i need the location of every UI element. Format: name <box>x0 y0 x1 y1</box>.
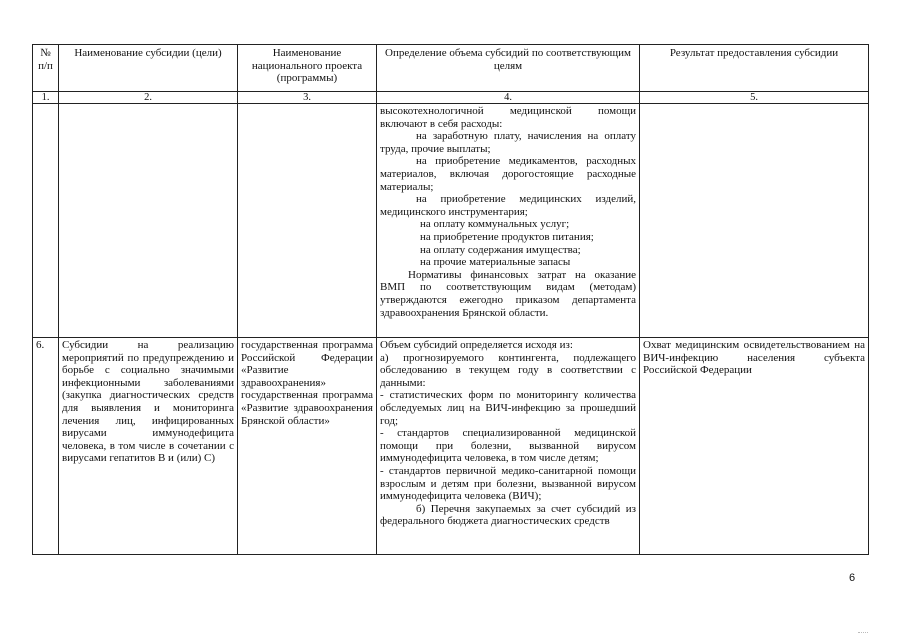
cell-subsidy-name <box>59 104 238 338</box>
cell-num: 6. <box>33 338 59 555</box>
program-line: государственная программа Российской Федерации «Развитие здравоохранения» <box>241 339 373 389</box>
volume-line: на заработную плату, начисления на оплату труда, прочие выплаты; <box>380 130 636 155</box>
volume-line: - стандартов специализированной медицинской помощи при болезни, вызванной вирусом иммунодефицита человека, в том числе детям; <box>380 427 636 465</box>
volume-line: Нормативы финансовых затрат на оказание ВМП по соответствующим видам (методам) утверждаются ежегодно приказом департамента здравоохранения Брянской области. <box>380 268 636 319</box>
cell-program-name <box>238 104 377 338</box>
cell-num <box>33 104 59 338</box>
volume-line: - стандартов первичной медико-санитарной помощи взрослым и детям при болезни, вызванной вирусом иммунодефицита человека (ВИЧ); <box>380 464 636 503</box>
volume-line: высокотехнологичной медицинской помощи включают в себя расходы: <box>380 105 636 130</box>
cell-subsidy-name: Субсидии на реализацию мероприятий по предупреждению и борьбе с социально значимыми инфекционными заболеваниями (закупка диагностических средств для выявления и мониторинга лечения лиц, инфицированных вирусами иммунодефицита человека, в том числе в сочетании с вирусами гепатитов В и (или) С) <box>59 338 238 555</box>
volume-line: на приобретение медикаментов, расходных материалов, включая дорогостоящие расходные материалы; <box>380 155 636 193</box>
column-number: 5. <box>640 92 869 104</box>
column-number: 1. <box>33 92 59 104</box>
volume-line: на оплату содержания имущества; <box>420 243 581 256</box>
table-row-continued <box>33 104 869 338</box>
subsidy-table <box>32 44 869 555</box>
page-number: 6 <box>849 572 856 584</box>
volume-line: - статистических форм по мониторингу количества обследуемых лиц на ВИЧ-инфекцию за прошедший год; <box>380 389 636 427</box>
cell-volume-definition <box>377 104 640 338</box>
header-volume-definition: Определение объема субсидий по соответствующим целям <box>377 45 640 92</box>
header-subsidy-name: Наименование субсидии (цели) <box>59 45 238 92</box>
column-number: 2. <box>59 92 238 104</box>
header-program-name: Наименование национального проекта (программы) <box>238 45 377 92</box>
volume-line: на приобретение продуктов питания; <box>420 230 594 243</box>
volume-line: а) прогнозируемого контингента, подлежащего обследованию в текущем году в соответствии с данными: <box>380 351 636 389</box>
header-num: № п/п <box>33 45 59 92</box>
cell-program-name <box>238 338 377 555</box>
program-line: государственная программа «Развитие здравоохранения Брянской области» <box>241 389 373 427</box>
column-number-row <box>33 92 869 104</box>
column-number: 4. <box>377 92 640 104</box>
cell-result: Охват медицинским освидетельствованием на ВИЧ-инфекцию населения субъекта Российской Федерации <box>640 338 869 555</box>
column-number: 3. <box>238 92 377 104</box>
table-row-6 <box>33 338 869 555</box>
header-result: Результат предоставления субсидии <box>640 45 869 92</box>
scan-mark <box>858 632 868 635</box>
volume-line: на приобретение медицинских изделий, медицинского инструментария; <box>380 193 636 218</box>
cell-volume-definition <box>377 338 640 555</box>
volume-line: на прочие материальные запасы <box>420 256 571 269</box>
header-row <box>33 45 869 92</box>
volume-line: б) Перечня закупаемых за счет субсидий из федерального бюджета диагностических средств <box>380 502 636 528</box>
volume-line: Объем субсидий определяется исходя из: <box>380 339 573 351</box>
cell-result <box>640 104 869 338</box>
volume-line: на оплату коммунальных услуг; <box>420 218 570 231</box>
